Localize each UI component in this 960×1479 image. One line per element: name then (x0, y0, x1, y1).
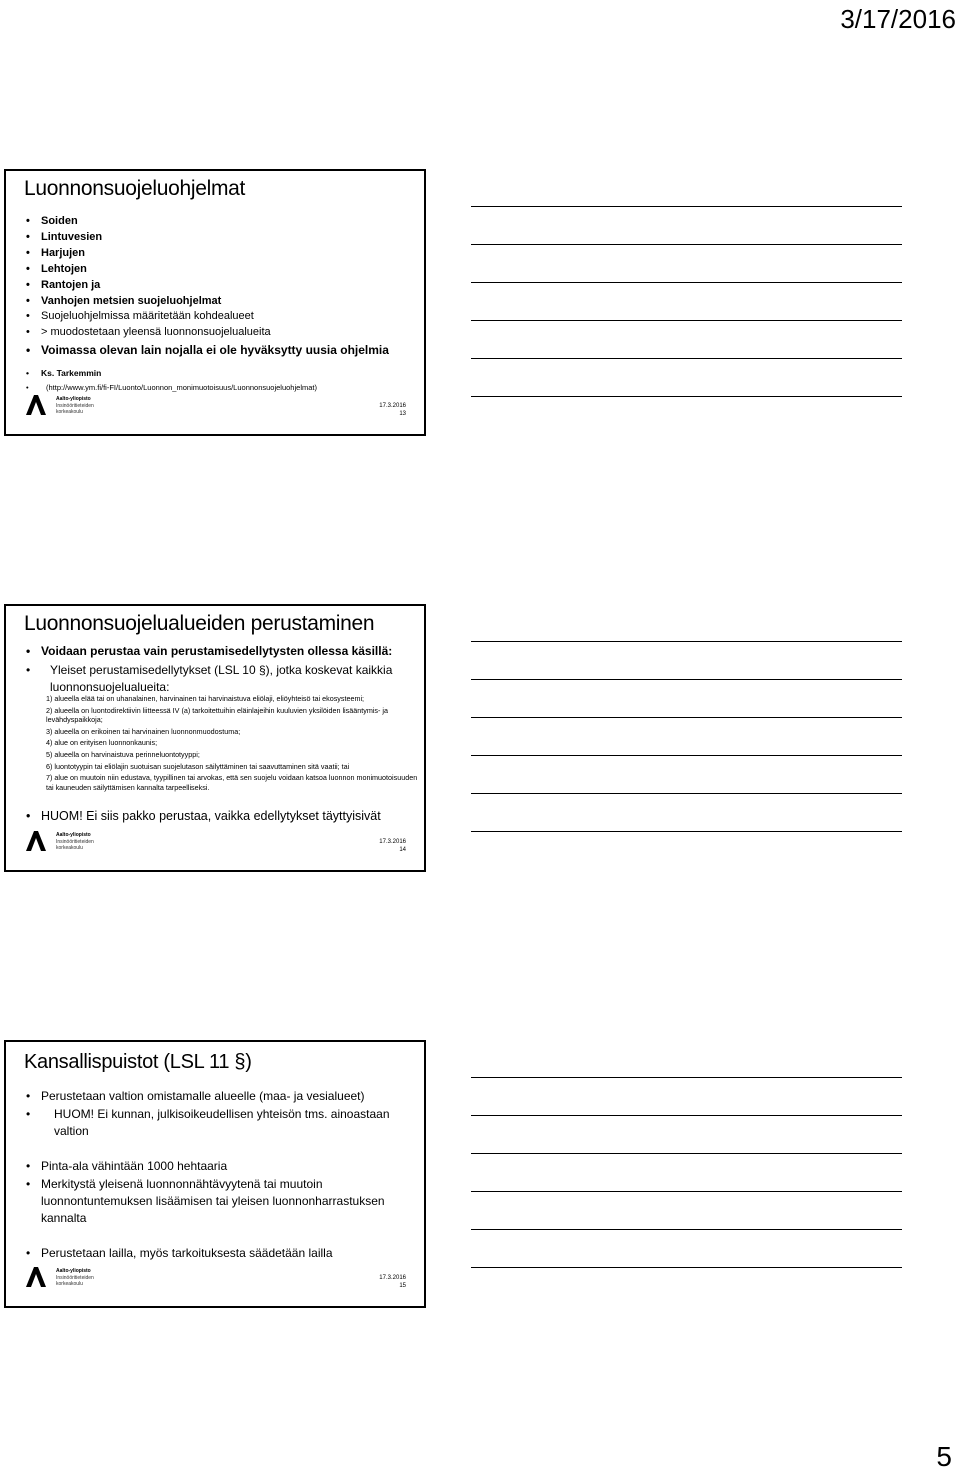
bullet-list (6, 808, 418, 825)
bullet-list (6, 1088, 418, 1262)
list-item: • Voidaan perustaa vain perustamisedellytysten ollessa käsillä: (6, 643, 418, 660)
slide-13 (4, 169, 426, 436)
list-item: • Ks. Tarkemmin (6, 368, 418, 379)
list-item (6, 382, 418, 393)
list-item: • Rantojen ja (6, 277, 418, 293)
organization: Aalto-yliopisto Insinööritieteiden korkeakoulu (56, 832, 94, 851)
note-line (471, 1191, 902, 1192)
list-item: 5) alueella on harvinaistuva perinneluontotyyppi; (46, 749, 200, 759)
note-line (471, 1153, 902, 1154)
slide-title: Luonnonsuojelualueiden perustaminen (24, 612, 375, 635)
list-item: • Vanhojen metsien suojeluohjelmat (6, 293, 418, 309)
list-item: • > muodostetaan yleensä luonnonsuojelualueita (6, 325, 418, 341)
list-item: • Voimassa olevan lain nojalla ei ole hyväksytty uusia ohjelmia (6, 342, 418, 359)
list-item: • Suojeluohjelmissa määritetään kohdealueet (6, 309, 418, 325)
note-line (471, 1267, 902, 1268)
list-item: • HUOM! Ei kunnan, julkisoikeudellisen yhteisön tms. ainoastaan valtion (6, 1106, 418, 1140)
list-item: • Perustetaan valtion omistamalle alueelle (maa- ja vesialueet) (6, 1088, 418, 1105)
note-line (471, 1077, 902, 1078)
bullet-list (6, 213, 418, 393)
list-item: 2) alueella on luontodirektiivin liitteessä IV (a) tarkoitettuihin eläinlajeihin kuuluvien yksilöiden lisääntymis- ja levähdyspaikkoja; (46, 705, 388, 725)
list-item: • Lintuvesien (6, 229, 418, 245)
list-item: • HUOM! Ei siis pakko perustaa, vaikka edellytykset täyttyisivät (6, 808, 418, 825)
note-line (471, 755, 902, 756)
aalto-logo-icon (24, 830, 48, 852)
bullet-list (6, 662, 418, 696)
note-line (471, 679, 902, 680)
note-line (471, 206, 902, 207)
list-item: • Merkitystä yleisenä luonnonnähtävyytenä tai muutoin luonnontuntemuksen lisäämisen tai yleisen luonnonharrastuksen kannalta (6, 1176, 418, 1227)
slide-title: Kansallispuistot (LSL 11 §) (24, 1051, 252, 1073)
slide-14 (4, 604, 426, 872)
list-item: • Perustetaan lailla, myös tarkoituksesta säädetään lailla (6, 1245, 418, 1262)
list-item: 1) alueella elää tai on uhanalainen, harvinainen tai harvinaistuva eliölaji, eliöyhteisö tai ekosysteemi; (46, 694, 365, 703)
list-item: • Yleiset perustamisedellytykset (LSL 10 §), jotka koskevat kaikkia luonnonsuojelualueita: (6, 662, 418, 696)
note-line (471, 793, 902, 794)
slide-15 (4, 1040, 426, 1308)
note-line (471, 244, 902, 245)
list-item: • Harjujen (6, 245, 418, 261)
note-line (471, 320, 902, 321)
slide-footer (24, 1266, 406, 1296)
slide-number: 15 (399, 1283, 406, 1289)
list-item: 6) luontotyypin tai eliölajin suotuisan suojelutason säilyttäminen tai saavuttaminen sitä vaatii; tai (46, 761, 350, 771)
note-line (471, 1115, 902, 1116)
note-line (471, 831, 902, 832)
list-item: 7) alue on muutoin niin edustava, tyypillinen tai arvokas, että sen suojelu voidaan katsoa luonnon monimuotoisuuden tai kauneuden säilyttämisen kannalta tarpeelliseksi. (46, 773, 418, 792)
slide-date: 17.3.2016 15 (379, 1275, 406, 1289)
note-line (471, 396, 902, 397)
reference-link[interactable]: (http://www.ym.fi/fi-FI/Luonto/Luonnon_monimuotoisuus/Luonnonsuojeluohjelmat) (46, 382, 317, 392)
slide-footer (24, 394, 406, 424)
slide-footer (24, 830, 406, 860)
aalto-logo-icon (24, 394, 48, 416)
note-line (471, 641, 902, 642)
aalto-logo-icon (24, 1266, 48, 1288)
bullet-list (6, 643, 418, 660)
organization: Aalto-yliopisto Insinööritieteiden korkeakoulu (56, 396, 94, 415)
note-line (471, 1229, 902, 1230)
page-number: 5 (936, 1441, 952, 1472)
criteria-list (6, 694, 418, 792)
organization: Aalto-yliopisto Insinööritieteiden korkeakoulu (56, 1268, 94, 1287)
list-item: 3) alueella on erikoinen tai harvinainen luonnonmuodostuma; (46, 726, 241, 736)
note-line (471, 282, 902, 283)
list-item: 4) alue on erityisen luonnonkaunis; (46, 738, 158, 748)
note-line (471, 717, 902, 718)
list-item: • Lehtojen (6, 261, 418, 277)
slide-number: 14 (399, 847, 406, 853)
page-date: 3/17/2016 (840, 4, 956, 34)
list-item: • Soiden (6, 213, 418, 229)
list-item: • Pinta-ala vähintään 1000 hehtaaria (6, 1158, 418, 1175)
slide-date: 17.3.2016 14 (379, 839, 406, 853)
slide-title: Luonnonsuojeluohjelmat (24, 177, 246, 200)
note-line (471, 358, 902, 359)
slide-number: 13 (399, 411, 406, 417)
slide-date: 17.3.2016 13 (379, 403, 406, 417)
